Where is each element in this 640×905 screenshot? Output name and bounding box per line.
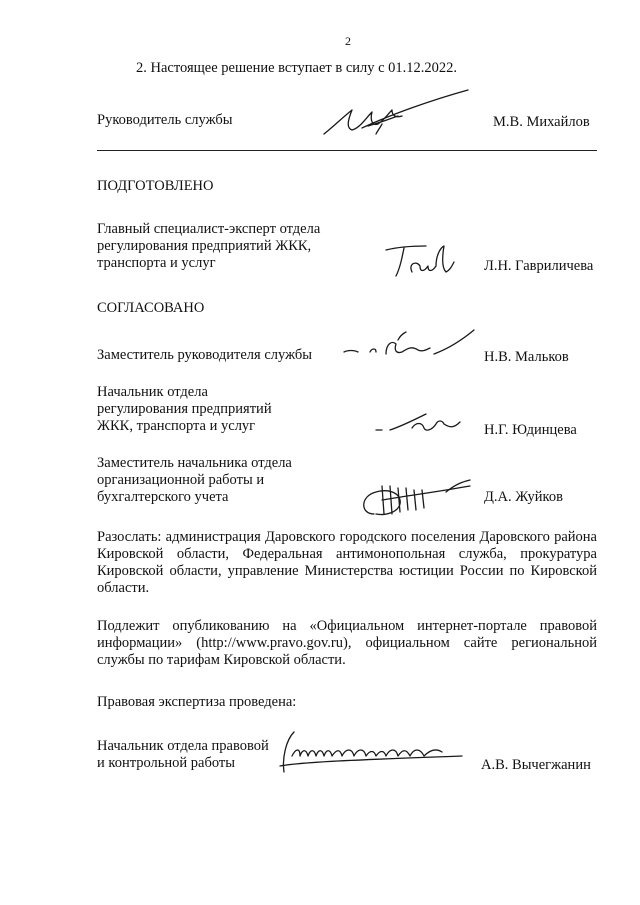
agreed-signer-3-signature <box>356 474 476 520</box>
head-name: М.В. Михайлов <box>493 114 590 130</box>
prepared-heading: ПОДГОТОВЛЕНО <box>97 178 214 194</box>
agreed-signer-2-name: Н.Г. Юдинцева <box>484 422 577 438</box>
prepared-name: Л.Н. Гавриличева <box>484 258 594 274</box>
legal-review-statement: Правовая экспертиза проведена: <box>97 694 297 710</box>
agreed-signer-3-position: Заместитель начальника отдела организационной работы и бухгалтерского учета <box>97 455 292 505</box>
agreed-signer-2-position: Начальник отдела регулирования предприятий ЖКК, транспорта и услуг <box>97 384 272 434</box>
agreed-signer-1-name: Н.В. Мальков <box>484 349 569 365</box>
agreed-heading: СОГЛАСОВАНО <box>97 300 205 316</box>
page-number: 2 <box>345 34 351 48</box>
prepared-signature <box>382 242 472 280</box>
legal-review-signature <box>272 726 468 778</box>
agreed-signer-1-signature <box>340 326 480 364</box>
agreed-signer-1-position: Заместитель руководителя службы <box>97 347 313 363</box>
prepared-position: Главный специалист-эксперт отдела регулирования предприятий ЖКК, транспорта и услуг <box>97 221 321 271</box>
agreed-signer-3-name: Д.А. Жуйков <box>484 489 563 505</box>
publication-paragraph: Подлежит опубликованию на «Официальном интернет-портале правовой информации» (http://www.pravo.gov.ru), официальном сайте региональной службы по тарифам Кировской области. <box>97 618 597 668</box>
head-title: Руководитель службы <box>97 112 233 128</box>
legal-review-name: А.В. Вычегжанин <box>481 757 591 773</box>
agreed-signer-2-signature <box>372 408 472 438</box>
distribution-paragraph: Разослать: администрация Даровского городского поселения Даровского района Кировской области, Федеральная антимонопольная служба, прокуратура Кировской области, управление Министерства юстиции России по Кировской области. <box>97 529 597 596</box>
separator-line <box>97 150 597 151</box>
legal-review-position: Начальник отдела правовой и контрольной работы <box>97 738 269 771</box>
effective-date-clause: 2. Настоящее решение вступает в силу с 01.12.2022. <box>136 60 458 76</box>
head-signature <box>322 88 472 140</box>
